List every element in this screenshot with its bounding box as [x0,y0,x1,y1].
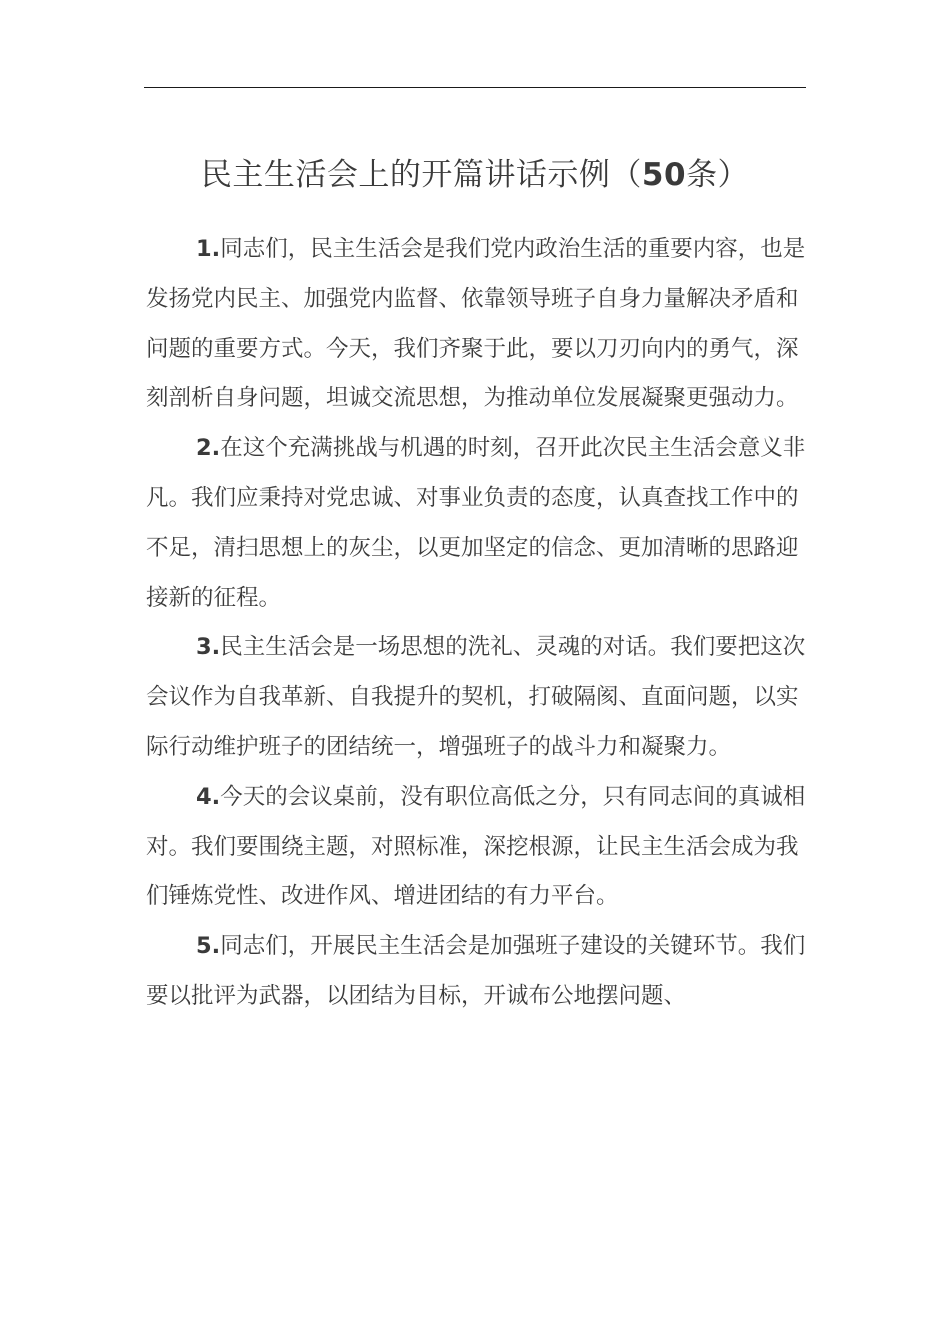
paragraph-4 [146,773,818,922]
paragraph-text: 同志们，民主生活会是我们党内政治生活的重要内容，也是发扬党内民主、加强党内监督、依靠领导班子自身力量解决矛盾和问题的重要方式。今天，我们齐聚于此，要以刀刃向内的勇气，深刻剖析自身问题，坦诚交流思想，为推动单位发展凝聚更强动力。 [146,236,806,412]
header-rule [144,87,806,88]
document-body [146,225,818,1022]
paragraph-number: 3. [196,634,221,661]
paragraph-text: 民主生活会是一场思想的洗礼、灵魂的对话。我们要把这次会议作为自我革新、自我提升的契机，打破隔阂、直面问题，以实际行动维护班子的团结统一，增强班子的战斗力和凝聚力。 [146,634,806,760]
paragraph-number: 2. [196,435,221,462]
paragraph-2 [146,424,818,623]
title-text: 民主生活会上的开篇讲话示例（ [200,157,642,193]
paragraph-number: 5. [196,933,221,960]
paragraph-number: 1. [196,236,221,262]
paragraph-text: 同志们，开展民主生活会是加强班子建设的关键环节。我们要以批评为武器，以团结为目标，开诚布公地摆问题、 [146,933,806,1009]
paragraph-5 [146,922,818,1022]
paragraph-1 [146,225,818,424]
title-suffix: 条） [686,157,750,193]
paragraph-number: 4. [196,783,221,810]
paragraph-text: 今天的会议桌前，没有职位高低之分，只有同志间的真诚相对。我们要围绕主题，对照标准，深挖根源，让民主生活会成为我们锤炼党性、改进作风、增进团结的有力平台。 [146,783,806,910]
title-number: 50 [641,157,687,193]
document-title [144,150,806,200]
paragraph-3 [146,623,818,772]
paragraph-text: 在这个充满挑战与机遇的时刻，召开此次民主生活会意义非凡。我们应秉持对党忠诚、对事业负责的态度，认真查找工作中的不足，清扫思想上的灰尘，以更加坚定的信念、更加清晰的思路迎接新的征程。 [146,435,806,611]
